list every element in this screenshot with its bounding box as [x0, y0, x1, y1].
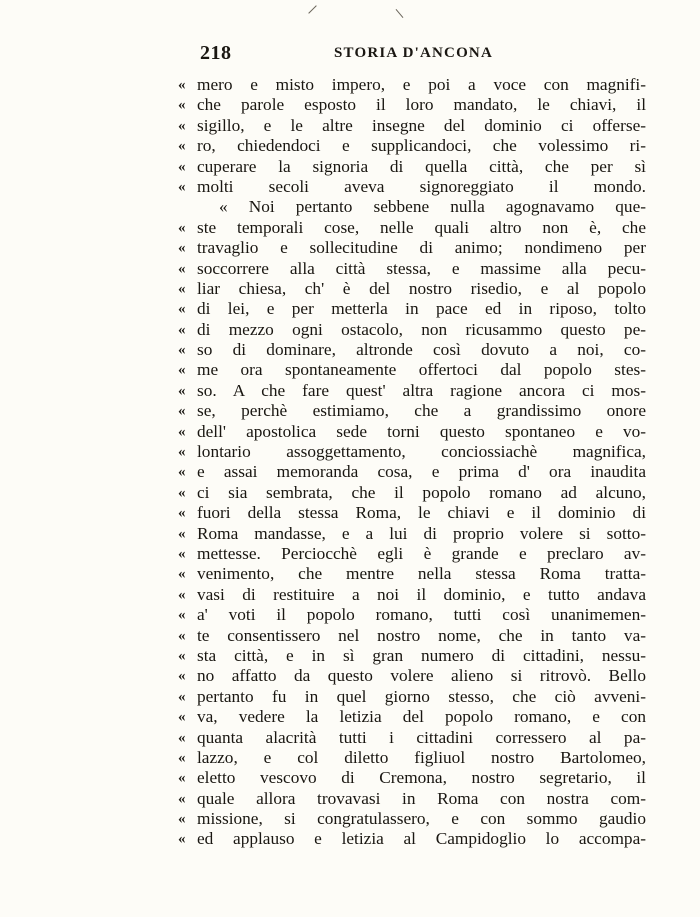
quote-mark: « — [178, 607, 186, 624]
line-text: liar chiesa, ch' è del nostro risedio, e al popolo — [197, 278, 646, 298]
text-line — [178, 483, 648, 503]
text-line — [178, 666, 648, 686]
line-text: dell' apostolica sede torni questo spontaneo e vo- — [197, 421, 646, 441]
page-header — [200, 42, 660, 66]
text-line — [178, 829, 648, 849]
line-text: so di dominare, altronde così dovuto a noi, co- — [197, 340, 646, 360]
quote-mark: « — [178, 382, 186, 399]
text-line — [178, 299, 648, 319]
line-text: di lei, e per metterla in pace ed in riposo, tolto — [197, 299, 646, 319]
line-text: no affatto da questo volere alieno si ritrovò. Bello — [197, 666, 646, 686]
quote-mark: « — [178, 831, 186, 848]
line-text: me ora spontaneamente offertoci dal popolo stes- — [197, 360, 646, 380]
line-text: di mezzo ogni ostacolo, non ricusammo questo pe- — [197, 319, 646, 339]
quote-mark: « — [178, 647, 186, 664]
quote-mark: « — [178, 260, 186, 277]
quote-mark: « — [178, 749, 186, 766]
quote-mark: « — [178, 811, 186, 828]
quote-mark: « — [178, 688, 186, 705]
quote-mark: « — [178, 770, 186, 787]
text-line — [178, 789, 648, 809]
text-line — [178, 687, 648, 707]
line-text: ci sia sembrata, che il popolo romano ad alcuno, — [197, 482, 646, 502]
line-text: sigillo, e le altre insegne del dominio ci offerse- — [197, 115, 646, 135]
line-text: molti secoli aveva signoreggiato il mondo. — [197, 176, 646, 196]
quote-mark: « — [178, 709, 186, 726]
line-text: mero e misto impero, e poi a voce con magnifi- — [197, 75, 646, 94]
line-text: e assai memoranda cosa, e prima d' ora inaudita — [197, 462, 646, 482]
quote-mark: « — [178, 627, 186, 644]
body-text — [178, 75, 648, 850]
text-line — [178, 340, 648, 360]
quote-mark: « — [178, 403, 186, 420]
line-text: lontario assoggettamento, conciossiachè magnifica, — [197, 442, 646, 462]
scan-mark — [396, 9, 404, 18]
text-line — [178, 503, 648, 523]
text-line — [178, 401, 648, 421]
quote-mark: « — [178, 362, 186, 379]
text-line — [178, 116, 648, 136]
line-text: lazzo, e col diletto figliuol nostro Bartolomeo, — [197, 747, 646, 767]
quote-mark: « — [178, 484, 186, 501]
text-line — [178, 95, 648, 115]
line-text: travaglio e sollecitudine di animo; nondimeno per — [197, 238, 646, 258]
line-text: « Noi pertanto sebbene nulla agognavamo que- — [219, 197, 646, 217]
quote-mark: « — [178, 668, 186, 685]
quote-mark: « — [178, 280, 186, 297]
quote-mark: « — [178, 97, 186, 114]
line-text: va, vedere la letizia del popolo romano, e con — [197, 707, 646, 727]
quote-mark: « — [178, 423, 186, 440]
text-line — [178, 157, 648, 177]
text-line — [178, 422, 648, 442]
text-line — [178, 279, 648, 299]
quote-mark: « — [178, 444, 186, 461]
quote-mark: « — [178, 790, 186, 807]
text-line — [178, 136, 648, 156]
running-title: STORIA D'ANCONA — [334, 45, 493, 61]
line-text: ed applauso e letizia al Campidoglio lo accompa- — [197, 829, 646, 849]
quote-mark: « — [178, 586, 186, 603]
text-line — [178, 768, 648, 788]
text-line — [178, 442, 648, 462]
text-line — [178, 585, 648, 605]
line-text: venimento, che mentre nella stessa Roma tratta- — [197, 564, 646, 584]
text-line — [178, 177, 648, 197]
text-line — [178, 728, 648, 748]
quote-mark: « — [178, 219, 186, 236]
line-text: eletto vescovo di Cremona, nostro segretario, il — [197, 768, 646, 788]
quote-mark: « — [178, 138, 186, 155]
text-line — [178, 259, 648, 279]
line-text: sta città, e in sì gran numero di cittadini, nessu- — [197, 645, 646, 665]
text-line — [178, 564, 648, 584]
line-text: mettesse. Perciocchè egli è grande e preclaro av- — [197, 543, 646, 563]
line-text: a' voti il popolo romano, tutti così unanimemen- — [197, 605, 646, 625]
quote-mark: « — [178, 729, 186, 746]
text-line — [178, 75, 648, 95]
text-line — [178, 381, 648, 401]
quote-mark: « — [178, 321, 186, 338]
text-line — [178, 605, 648, 625]
line-text: vasi di restituire a noi il dominio, e tutto andava — [197, 584, 646, 604]
line-text: te consentissero nel nostro nome, che in tanto va- — [197, 625, 646, 645]
text-line — [178, 360, 648, 380]
line-text: pertanto fu in quel giorno stesso, che ciò avveni- — [197, 686, 646, 706]
text-line — [178, 544, 648, 564]
quote-mark: « — [178, 545, 186, 562]
quote-mark: « — [178, 566, 186, 583]
quote-mark: « — [178, 301, 186, 318]
quote-mark: « — [178, 464, 186, 481]
line-text: quale allora trovavasi in Roma con nostra com- — [197, 788, 646, 808]
line-text: soccorrere alla città stessa, e massime alla pecu- — [197, 258, 646, 278]
line-text: ste temporali cose, nelle quali altro non è, che — [197, 217, 646, 237]
quote-mark: « — [178, 117, 186, 134]
text-line — [178, 218, 648, 238]
scan-mark — [308, 5, 316, 13]
line-text: ro, chiedendoci e supplicandoci, che volessimo ri- — [197, 136, 646, 156]
quote-mark: « — [178, 525, 186, 542]
text-line — [178, 462, 648, 482]
line-text: fuori della stessa Roma, le chiavi e il dominio di — [197, 503, 646, 523]
line-text: so. A che fare quest' altra ragione ancora ci mos- — [197, 380, 646, 400]
text-line — [178, 524, 648, 544]
quote-mark: « — [178, 240, 186, 257]
quote-mark: « — [178, 505, 186, 522]
quote-mark: « — [178, 342, 186, 359]
quote-mark: « — [178, 77, 186, 93]
text-line — [178, 748, 648, 768]
text-line — [178, 626, 648, 646]
text-line — [178, 238, 648, 258]
line-text: cuperare la signoria di quella città, che per sì — [197, 156, 646, 176]
line-text: se, perchè estimiamo, che a grandissimo onore — [197, 401, 646, 421]
quote-mark: « — [178, 158, 186, 175]
line-text: quanta alacrità tutti i cittadini corressero al pa- — [197, 727, 646, 747]
line-text: che parole esposto il loro mandato, le chiavi, il — [197, 95, 646, 115]
text-line — [178, 197, 648, 217]
text-line — [178, 646, 648, 666]
text-line — [178, 707, 648, 727]
page-number: 218 — [200, 42, 232, 64]
text-line — [178, 320, 648, 340]
text-line — [178, 809, 648, 829]
line-text: Roma mandasse, e a lui di proprio volere si sotto- — [197, 523, 646, 543]
line-text: missione, si congratulassero, e con sommo gaudio — [197, 809, 646, 829]
quote-mark: « — [178, 178, 186, 195]
